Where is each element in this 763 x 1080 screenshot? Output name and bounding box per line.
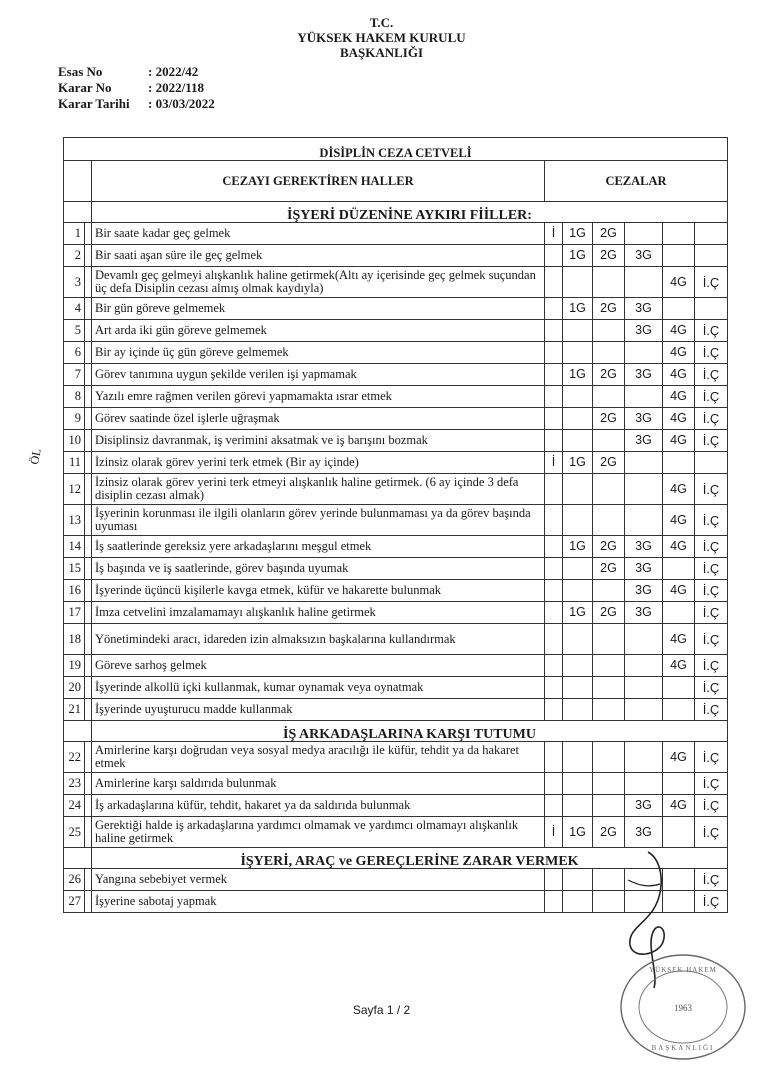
offence-description: İşyerine sabotaj yapmak [92, 891, 545, 913]
penalty-cell: İ.Ç [695, 320, 728, 342]
svg-text:BAŞKANLIĞI: BAŞKANLIĞI [651, 1044, 715, 1052]
penalty-cell [563, 891, 593, 913]
gutter-cell [85, 364, 92, 386]
penalty-cell: İ.Ç [695, 869, 728, 891]
row-number: 27 [64, 891, 85, 913]
row-number: 18 [64, 624, 85, 655]
row-number: 24 [64, 795, 85, 817]
offence-description: Bir gün göreve gelmemek [92, 298, 545, 320]
penalty-cell [593, 386, 625, 408]
gutter-cell [85, 245, 92, 267]
penalty-cell: 4G [663, 580, 695, 602]
penalty-cell [545, 364, 563, 386]
penalty-cell: İ.Ç [695, 558, 728, 580]
table-row [64, 298, 728, 320]
penalty-cell [625, 342, 663, 364]
penalty-cell: İ.Ç [695, 474, 728, 505]
row-number: 3 [64, 267, 85, 298]
margin-initial: ÖL [27, 447, 44, 466]
table-row [64, 817, 728, 848]
penalty-cell [593, 699, 625, 721]
penalty-cell [563, 474, 593, 505]
row-number: 23 [64, 773, 85, 795]
penalty-cell: 2G [593, 452, 625, 474]
penalty-cell [563, 795, 593, 817]
table-row [64, 342, 728, 364]
row-number: 10 [64, 430, 85, 452]
penalty-cell [545, 891, 563, 913]
table-row [64, 320, 728, 342]
penalty-cell: İ.Ç [695, 655, 728, 677]
table-row [64, 677, 728, 699]
gutter-cell [85, 298, 92, 320]
table-row [64, 536, 728, 558]
penalty-cell: 3G [625, 320, 663, 342]
penalty-cell [695, 452, 728, 474]
penalty-cell: 3G [625, 408, 663, 430]
gutter-cell [85, 655, 92, 677]
penalty-cell: İ.Ç [695, 742, 728, 773]
blank-cell [64, 202, 92, 223]
gutter-cell [85, 742, 92, 773]
cases-column-header: CEZAYI GEREKTİREN HALLER [92, 161, 545, 202]
penalty-cell: İ.Ç [695, 773, 728, 795]
meta-label: Esas No [58, 64, 103, 79]
gutter-cell [85, 699, 92, 721]
penalty-cell: İ.Ç [695, 602, 728, 624]
penalty-cell [545, 742, 563, 773]
table-row [64, 430, 728, 452]
penalty-cell: 3G [625, 817, 663, 848]
penalty-cell [593, 742, 625, 773]
offence-description: Art arda iki gün göreve gelmemek [92, 320, 545, 342]
gutter-cell [85, 430, 92, 452]
penalty-cell [563, 624, 593, 655]
penalty-cell [625, 624, 663, 655]
gutter-cell [85, 267, 92, 298]
penalty-cell: 1G [563, 364, 593, 386]
penalty-cell [563, 386, 593, 408]
penalty-cell [545, 408, 563, 430]
penalty-cell [545, 655, 563, 677]
penalty-cell: 1G [563, 602, 593, 624]
penalty-cell [545, 298, 563, 320]
penalty-cell: İ.Ç [695, 408, 728, 430]
table-row [64, 452, 728, 474]
gutter-cell [85, 505, 92, 536]
gutter-cell [85, 624, 92, 655]
offence-description: Gerektiği halde iş arkadaşlarına yardımcı olmamak ve yardımcı olmamayı alışkanlık haline getirmek [92, 817, 545, 848]
penalty-cell [625, 474, 663, 505]
offence-description: Bir saate kadar geç gelmek [92, 223, 545, 245]
table-row [64, 505, 728, 536]
offence-description: Devamlı geç gelmeyi alışkanlık haline getirmek(Altı ay içerisinde geç gelmek suçundan üç defa Disiplin cezası almış olmak kaydıyla) [92, 267, 545, 298]
penalty-cell [593, 320, 625, 342]
row-number: 19 [64, 655, 85, 677]
penalty-cell: 3G [625, 795, 663, 817]
penalty-cell: İ.Ç [695, 677, 728, 699]
penalty-cell: İ.Ç [695, 505, 728, 536]
penalty-cell: 1G [563, 536, 593, 558]
table-row [64, 223, 728, 245]
gutter-cell [85, 452, 92, 474]
penalty-cell: 4G [663, 342, 695, 364]
penalty-cell: İ.Ç [695, 580, 728, 602]
penalty-cell [545, 267, 563, 298]
penalty-cell: İ.Ç [695, 536, 728, 558]
penalty-cell [625, 677, 663, 699]
row-number: 6 [64, 342, 85, 364]
gutter-cell [85, 536, 92, 558]
svg-text:YÜKSEK HAKEM: YÜKSEK HAKEM [649, 966, 717, 974]
offence-description: İşyerinde uyuşturucu madde kullanmak [92, 699, 545, 721]
penalty-cell [545, 430, 563, 452]
penalty-cell [625, 742, 663, 773]
penalty-cell: 2G [593, 298, 625, 320]
penalty-cell [593, 580, 625, 602]
penalty-cell [593, 677, 625, 699]
offence-description: İzinsiz olarak görev yerini terk etmeyi alışkanlık haline getirmek. (6 ay içinde 3 defa disiplin cezası almak) [92, 474, 545, 505]
penalty-cell [593, 430, 625, 452]
section-title: İŞ ARKADAŞLARINA KARŞI TUTUMU [92, 721, 728, 742]
penalty-cell [545, 386, 563, 408]
row-number: 5 [64, 320, 85, 342]
offence-description: Görev saatinde özel işlerle uğraşmak [92, 408, 545, 430]
penalty-cell [625, 386, 663, 408]
row-number: 13 [64, 505, 85, 536]
penalty-cell [593, 624, 625, 655]
table-row [64, 580, 728, 602]
penalty-cell: 4G [663, 624, 695, 655]
offence-description: Yazılı emre rağmen verilen görevi yapmamakta ısrar etmek [92, 386, 545, 408]
offence-description: İş başında ve iş saatlerinde, görev başında uyumak [92, 558, 545, 580]
penalty-cell [545, 602, 563, 624]
penalty-cell [563, 742, 593, 773]
penalty-cell [545, 677, 563, 699]
offence-description: Amirlerine karşı saldırıda bulunmak [92, 773, 545, 795]
gutter-cell [85, 891, 92, 913]
penalty-cell [625, 267, 663, 298]
penalty-cell [695, 223, 728, 245]
table-row [64, 602, 728, 624]
offence-description: Bir ay içinde üç gün göreve gelmemek [92, 342, 545, 364]
table-row [64, 474, 728, 505]
penalty-cell: İ.Ç [695, 386, 728, 408]
penalty-cell [593, 795, 625, 817]
penalty-cell: 1G [563, 452, 593, 474]
penalty-cell: 4G [663, 364, 695, 386]
penalty-cell [663, 602, 695, 624]
penalty-cell [563, 320, 593, 342]
penalty-cell: 1G [563, 298, 593, 320]
offence-description: Disiplinsiz davranmak, iş verimini aksatmak ve iş barışını bozmak [92, 430, 545, 452]
row-number: 15 [64, 558, 85, 580]
offence-description: İşyerinin korunması ile ilgili olanların görev yerinde bulunmaması ya da görev başında uyuması [92, 505, 545, 536]
penalty-cell: 1G [563, 223, 593, 245]
penalty-cell: 3G [625, 558, 663, 580]
penalties-column-header: CEZALAR [545, 161, 728, 202]
penalty-cell [545, 536, 563, 558]
penalty-cell: 4G [663, 536, 695, 558]
penalty-cell [663, 773, 695, 795]
row-number: 26 [64, 869, 85, 891]
penalty-cell [663, 245, 695, 267]
penalty-cell: İ.Ç [695, 430, 728, 452]
offence-description: Amirlerine karşı doğrudan veya sosyal medya aracılığı ile küfür, tehdit ya da hakaret etmek [92, 742, 545, 773]
table-row [64, 655, 728, 677]
meta-label: Karar No [58, 80, 112, 95]
penalty-cell [663, 558, 695, 580]
row-number: 1 [64, 223, 85, 245]
penalty-cell: 3G [625, 580, 663, 602]
penalty-cell [625, 773, 663, 795]
penalty-cell [563, 677, 593, 699]
penalty-cell: İ [545, 817, 563, 848]
row-number: 9 [64, 408, 85, 430]
table-row [64, 742, 728, 773]
penalty-cell [545, 245, 563, 267]
section-title: İŞYERİ DÜZENİNE AYKIRI FİİLLER: [92, 202, 728, 223]
table-row [64, 245, 728, 267]
gutter-cell [85, 223, 92, 245]
penalty-cell: 3G [625, 245, 663, 267]
gutter-cell [85, 320, 92, 342]
penalty-cell [625, 655, 663, 677]
row-number: 7 [64, 364, 85, 386]
penalty-cell: 3G [625, 298, 663, 320]
penalty-cell: 4G [663, 795, 695, 817]
penalty-cell: İ.Ç [695, 364, 728, 386]
penalty-cell [625, 699, 663, 721]
penalty-cell: 4G [663, 430, 695, 452]
penalty-cell [663, 223, 695, 245]
gutter-cell [85, 580, 92, 602]
penalty-cell: 3G [625, 364, 663, 386]
penalty-cell: 1G [563, 817, 593, 848]
penalty-cell [563, 869, 593, 891]
section-title: İŞYERİ, ARAÇ ve GEREÇLERİNE ZARAR VERMEK [92, 848, 728, 869]
table-row [64, 699, 728, 721]
gutter-cell [85, 773, 92, 795]
penalty-cell [545, 699, 563, 721]
table-row [64, 795, 728, 817]
penalty-cell: 4G [663, 474, 695, 505]
penalty-cell [593, 342, 625, 364]
penalty-cell: İ.Ç [695, 699, 728, 721]
gutter-cell [85, 602, 92, 624]
penalty-cell [663, 817, 695, 848]
row-number: 21 [64, 699, 85, 721]
row-number: 11 [64, 452, 85, 474]
penalty-cell [545, 505, 563, 536]
penalty-cell [663, 699, 695, 721]
penalty-cell [593, 474, 625, 505]
gutter-cell [85, 795, 92, 817]
meta-value: : 2022/118 [148, 80, 204, 95]
penalty-cell [593, 655, 625, 677]
penalty-cell [563, 430, 593, 452]
penalty-cell [563, 580, 593, 602]
offence-description: Görev tanımına uygun şekilde verilen işi yapmamak [92, 364, 545, 386]
meta-value: : 03/03/2022 [148, 96, 215, 111]
penalty-cell [563, 699, 593, 721]
penalty-cell [593, 505, 625, 536]
penalty-cell: 2G [593, 536, 625, 558]
penalty-table [63, 137, 728, 913]
row-number: 8 [64, 386, 85, 408]
penalty-cell: 3G [625, 602, 663, 624]
gutter-cell [85, 817, 92, 848]
penalty-cell [545, 624, 563, 655]
row-number: 12 [64, 474, 85, 505]
penalty-cell [593, 773, 625, 795]
penalty-cell: 2G [593, 558, 625, 580]
gutter-cell [85, 408, 92, 430]
penalty-cell: İ [545, 452, 563, 474]
penalty-cell: 4G [663, 267, 695, 298]
penalty-cell [593, 267, 625, 298]
gutter-cell [85, 342, 92, 364]
penalty-cell: 4G [663, 386, 695, 408]
header-tc: T.C. [369, 15, 394, 30]
gutter-cell [85, 869, 92, 891]
penalty-cell: 2G [593, 364, 625, 386]
penalty-cell [563, 558, 593, 580]
table-row [64, 386, 728, 408]
gutter-cell [85, 677, 92, 699]
penalty-cell [663, 677, 695, 699]
blank-cell [64, 721, 92, 742]
gutter-cell [85, 558, 92, 580]
blank-cell [64, 161, 92, 202]
penalty-cell: 2G [593, 817, 625, 848]
table-row [64, 773, 728, 795]
penalty-cell [545, 869, 563, 891]
gutter-cell [85, 474, 92, 505]
penalty-cell [545, 342, 563, 364]
penalty-cell: 3G [625, 536, 663, 558]
offence-description: Yönetimindeki aracı, idareden izin almaksızın başkalarına kullandırmak [92, 624, 545, 655]
penalty-cell [563, 408, 593, 430]
table-row [64, 408, 728, 430]
penalty-cell: İ.Ç [695, 267, 728, 298]
penalty-cell [545, 773, 563, 795]
penalty-cell [625, 452, 663, 474]
row-number: 17 [64, 602, 85, 624]
penalty-cell: 2G [593, 408, 625, 430]
offence-description: İşyerinde alkollü içki kullanmak, kumar oynamak veya oynatmak [92, 677, 545, 699]
penalty-cell [545, 474, 563, 505]
offence-description: İşyerinde üçüncü kişilerle kavga etmek, küfür ve hakarette bulunmak [92, 580, 545, 602]
row-number: 2 [64, 245, 85, 267]
penalty-cell [663, 298, 695, 320]
penalty-cell: İ.Ç [695, 795, 728, 817]
offence-description: İş arkadaşlarına küfür, tehdit, hakaret ya da saldırıda bulunmak [92, 795, 545, 817]
penalty-cell: 4G [663, 408, 695, 430]
penalty-cell [695, 298, 728, 320]
penalty-cell [563, 655, 593, 677]
penalty-cell: İ.Ç [695, 891, 728, 913]
meta-label: Karar Tarihi [58, 96, 130, 111]
penalty-cell: 2G [593, 245, 625, 267]
penalty-cell [563, 267, 593, 298]
meta-value: : 2022/42 [148, 64, 199, 79]
offence-description: Bir saati aşan süre ile geç gelmek [92, 245, 545, 267]
penalty-cell [545, 580, 563, 602]
row-number: 25 [64, 817, 85, 848]
table-row [64, 624, 728, 655]
header-presidency: BAŞKANLIĞI [339, 45, 424, 60]
penalty-cell: İ [545, 223, 563, 245]
offence-description: İzinsiz olarak görev yerini terk etmek (Bir ay içinde) [92, 452, 545, 474]
row-number: 20 [64, 677, 85, 699]
penalty-cell: 1G [563, 245, 593, 267]
table-title: DİSİPLİN CEZA CETVELİ [64, 138, 728, 161]
penalty-cell: 4G [663, 742, 695, 773]
penalty-cell: 2G [593, 602, 625, 624]
penalty-cell: 4G [663, 505, 695, 536]
offence-description: İş saatlerinde gereksiz yere arkadaşlarını meşgul etmek [92, 536, 545, 558]
penalty-cell: 2G [593, 223, 625, 245]
penalty-cell: İ.Ç [695, 624, 728, 655]
offence-description: İmza cetvelini imzalamamayı alışkanlık haline getirmek [92, 602, 545, 624]
offence-description: Göreve sarhoş gelmek [92, 655, 545, 677]
row-number: 14 [64, 536, 85, 558]
penalty-cell [625, 505, 663, 536]
penalty-cell: 3G [625, 430, 663, 452]
penalty-cell [545, 558, 563, 580]
penalty-cell [563, 342, 593, 364]
penalty-cell: İ.Ç [695, 342, 728, 364]
svg-text:1963: 1963 [674, 1003, 692, 1013]
penalty-cell [545, 795, 563, 817]
header-institution: YÜKSEK HAKEM KURULU [297, 30, 466, 45]
table-row [64, 364, 728, 386]
decision-meta [58, 64, 215, 112]
penalty-cell: İ.Ç [695, 817, 728, 848]
penalty-cell [545, 320, 563, 342]
row-number: 22 [64, 742, 85, 773]
penalty-cell: 4G [663, 655, 695, 677]
row-number: 4 [64, 298, 85, 320]
penalty-cell: 4G [663, 320, 695, 342]
penalty-cell [625, 223, 663, 245]
penalty-cell [663, 452, 695, 474]
penalty-cell [563, 773, 593, 795]
offence-description: Yangına sebebiyet vermek [92, 869, 545, 891]
gutter-cell [85, 386, 92, 408]
row-number: 16 [64, 580, 85, 602]
penalty-cell [695, 245, 728, 267]
official-seal [603, 952, 753, 1062]
table-row [64, 558, 728, 580]
page-number: Sayfa 1 / 2 [352, 1003, 411, 1017]
penalty-cell [563, 505, 593, 536]
blank-cell [64, 848, 92, 869]
table-row [64, 267, 728, 298]
